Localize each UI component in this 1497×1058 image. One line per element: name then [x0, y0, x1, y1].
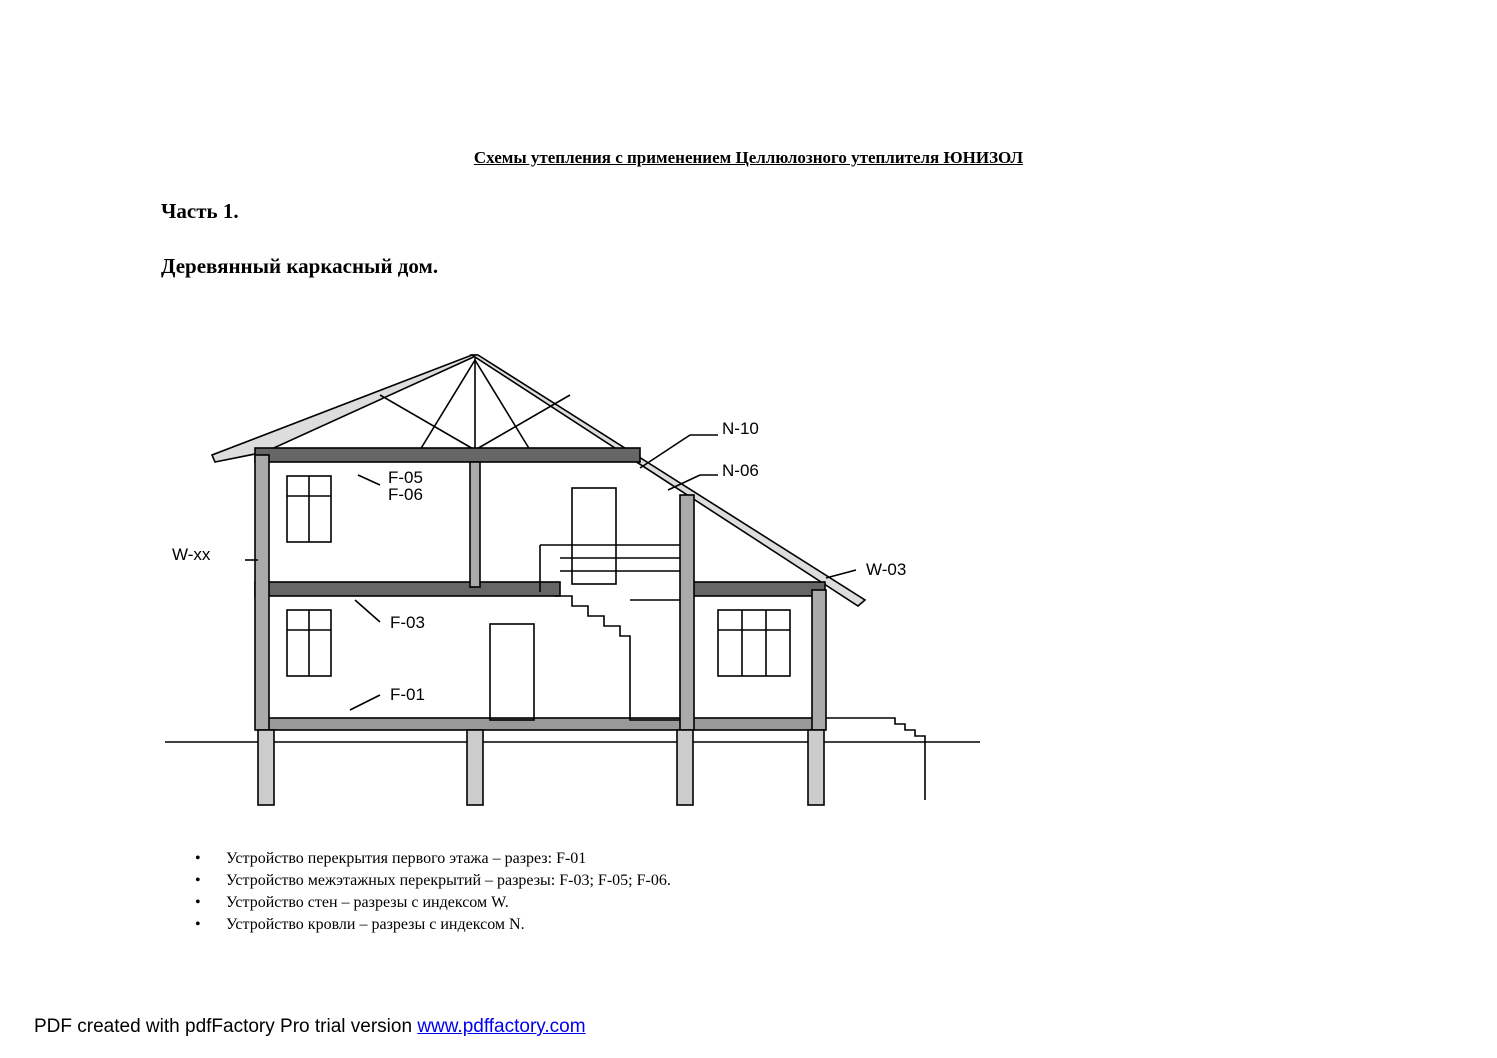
left-wall	[255, 455, 269, 730]
label-n10: N-10	[722, 419, 759, 438]
footer-text: PDF created with pdfFactory Pro trial version	[34, 1016, 418, 1037]
annex-wall	[812, 590, 826, 730]
bullet-icon: •	[195, 850, 201, 867]
part-heading: Часть 1.	[161, 199, 239, 223]
roof-right-slope	[472, 355, 865, 606]
list-item: • Устройство перекрытия первого этажа – разрез: F-01	[190, 848, 671, 870]
right-wall	[680, 495, 694, 730]
foundation-4	[808, 730, 824, 805]
bullet-icon: •	[195, 894, 201, 911]
door-lower	[490, 624, 534, 720]
staircase	[555, 596, 680, 720]
label-f05: F-05	[388, 468, 423, 487]
footer	[34, 1016, 586, 1038]
label-wxx: W-xx	[172, 545, 211, 564]
ground-floor	[258, 718, 818, 730]
footer-link[interactable]: www.pdffactory.com	[417, 1016, 586, 1037]
mezzanine-floor	[255, 582, 560, 596]
door-upper	[572, 488, 616, 584]
bullet-icon: •	[195, 916, 201, 933]
foundation-1	[258, 730, 274, 805]
annex-ceiling	[685, 582, 825, 596]
list-item: • Устройство межэтажных перекрытий – разрезы: F-03; F-05; F-06.	[190, 870, 671, 892]
label-w03: W-03	[866, 560, 907, 579]
label-f03: F-03	[390, 613, 425, 632]
foundation-2	[467, 730, 483, 805]
section-heading: Деревянный каркасный дом.	[161, 254, 439, 278]
roof-left-slope	[212, 355, 478, 462]
document-title: Схемы утепления с применением Целлюлозного утеплителя ЮНИЗОЛ	[473, 148, 1024, 167]
center-wall	[470, 462, 480, 587]
attic-floor	[255, 448, 640, 462]
label-f06: F-06	[388, 485, 423, 504]
label-n06: N-06	[722, 461, 759, 480]
foundation-3	[677, 730, 693, 805]
bullet-list	[190, 848, 671, 936]
house-section-drawing	[160, 345, 990, 820]
window-annex	[718, 610, 790, 676]
list-item: • Устройство кровли – разрезы с индексом N.	[190, 914, 671, 936]
label-f01: F-01	[390, 685, 425, 704]
bullet-icon: •	[195, 872, 201, 889]
list-item: • Устройство стен – разрезы с индексом W.	[190, 892, 671, 914]
